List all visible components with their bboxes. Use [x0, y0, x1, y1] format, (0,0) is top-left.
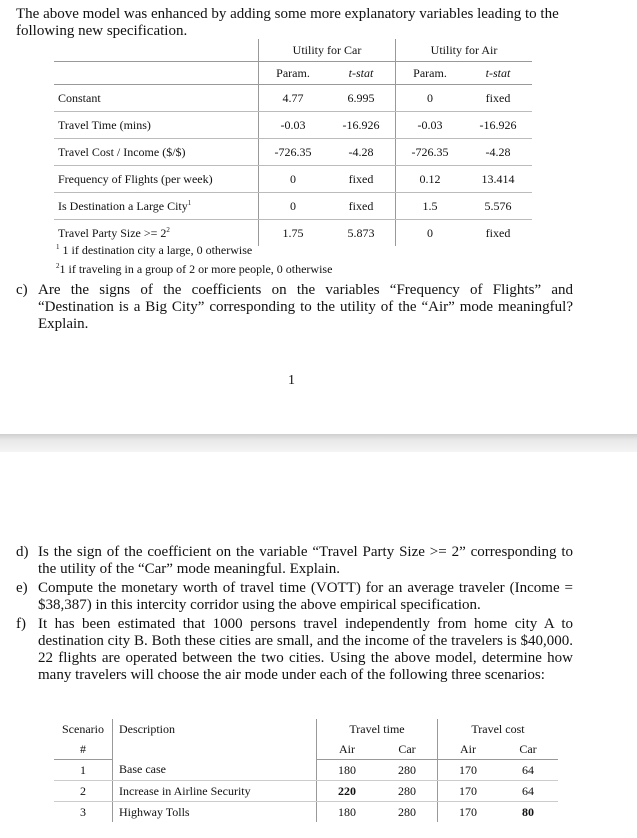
footnote-text: 1 if destination city a large, 0 otherwise [62, 243, 253, 257]
question-mark: c) [16, 282, 28, 298]
cost-car-header: Car [498, 739, 558, 760]
car-param-header: Param. [259, 62, 328, 85]
footnote-ref: 2 [166, 226, 170, 234]
air-param-cell: 0 [396, 85, 465, 112]
table-row [54, 760, 558, 781]
row-label: Travel Time (mins) [54, 112, 259, 139]
scenario-num: 1 [54, 760, 113, 781]
footnote-ref: 1 [187, 199, 192, 207]
question-text: It has been estimated that 1000 persons travel independently from home city A to destination city B. Both these cities are small, and the income of the travelers is $40,000. 22 flights are operated between the two cities. Using the above model, determine how many travelers will choose the air mode under each of the following three scenarios: [38, 616, 573, 683]
air-tstat-cell: -16.926 [464, 112, 532, 139]
car-param-cell: 1.75 [259, 220, 328, 247]
time-car-cell: 280 [377, 781, 438, 802]
table-row [54, 166, 532, 193]
car-tstat-cell: 6.995 [327, 85, 396, 112]
time-car-cell: 280 [398, 804, 416, 819]
air-tstat-cell: fixed [485, 226, 511, 240]
table-row [54, 802, 558, 823]
question-mark: e) [16, 580, 28, 596]
car-param-cell: -726.35 [259, 139, 328, 166]
scenario-num: 3 [80, 804, 86, 819]
cost-car-cell: 80 [522, 804, 534, 819]
row-label: Constant [54, 85, 259, 112]
question-d [16, 544, 573, 578]
scenario-desc: Increase in Airline Security [113, 781, 317, 802]
scenario-header: Scenario [62, 721, 104, 736]
car-tstat-header: t-stat [327, 62, 396, 85]
cost-air-cell: 170 [438, 781, 499, 802]
air-tstat-cell: fixed [464, 85, 532, 112]
scenario-table [54, 719, 558, 822]
time-air-cell: 220 [317, 781, 378, 802]
air-tstat-cell: -4.28 [464, 139, 532, 166]
scenario-desc: Highway Tolls [113, 802, 317, 823]
air-param-cell: 1.5 [396, 193, 465, 220]
footnote-mark: 2 [56, 262, 60, 270]
question-mark: d) [16, 544, 29, 560]
travel-time-header: Travel time [317, 719, 438, 739]
cost-air-cell: 170 [438, 760, 499, 781]
car-tstat-cell: fixed [327, 166, 396, 193]
table-row [54, 193, 532, 220]
table-row [54, 85, 532, 112]
question-text: Is the sign of the coefficient on the variable “Travel Party Size >= 2” corresponding to the utility of the “Car” mode meaningful. Explain. [38, 544, 573, 577]
car-tstat-cell: fixed [327, 193, 396, 220]
cost-air-cell: 170 [438, 802, 499, 823]
row-label: Travel Cost / Income ($/$) [54, 139, 259, 166]
car-param-cell: -0.03 [259, 112, 328, 139]
row-label: Frequency of Flights (per week) [54, 166, 259, 193]
car-param-cell: 0 [259, 193, 328, 220]
question-c [16, 282, 573, 333]
air-param-cell: 0 [396, 220, 465, 247]
air-tstat-header: t-stat [464, 62, 532, 85]
air-param-header: Param. [396, 62, 465, 85]
page-number: 1 [288, 373, 295, 388]
car-param-cell: 4.77 [259, 85, 328, 112]
question-e [16, 580, 573, 614]
row-label-cell [54, 193, 259, 220]
scenario-num: 2 [54, 781, 113, 802]
intro-paragraph: The above model was enhanced by adding some more explanatory variables leading to the following new specification. [16, 6, 559, 39]
air-param-cell: 0.12 [396, 166, 465, 193]
question-text: Are the signs of the coefficients on the variables “Frequency of Flights” and “Destination is a Big City” corresponding to the utility of the “Air” mode meaningful? Explain. [38, 282, 573, 332]
air-param-cell: -726.35 [396, 139, 465, 166]
time-car-cell: 280 [377, 760, 438, 781]
time-car-header: Car [377, 739, 438, 760]
footnote-text: 1 if traveling in a group of 2 or more people, 0 otherwise [59, 262, 333, 276]
page-separator [0, 434, 637, 452]
car-tstat-cell: 5.873 [347, 226, 375, 240]
description-header: Description [113, 719, 317, 760]
table-row [54, 112, 532, 139]
footnote-mark: 1 [56, 243, 60, 251]
cost-car-cell: 64 [498, 781, 558, 802]
question-mark: f) [16, 616, 26, 632]
time-air-cell: 180 [317, 760, 378, 781]
question-text: Compute the monetary worth of travel time (VOTT) for an average traveler (Income = $38,387) in this intercity corridor using the above empirical specification. [38, 580, 573, 613]
row-label: Travel Party Size >= 2 [58, 226, 167, 240]
page-2 [0, 452, 637, 838]
air-tstat-cell: 5.576 [464, 193, 532, 220]
question-f [16, 616, 573, 684]
air-utility-header: Utility for Air [396, 39, 533, 62]
table-row [54, 139, 532, 166]
footnote-1 [56, 243, 252, 257]
car-param-cell: 0 [259, 166, 328, 193]
travel-cost-header: Travel cost [438, 719, 559, 739]
row-label: Is Destination a Large City [58, 199, 188, 213]
scenario-desc: Base case [113, 760, 317, 781]
scenario-hash-header: # [54, 739, 113, 760]
time-air-header: Air [317, 739, 378, 760]
car-tstat-cell: -16.926 [327, 112, 396, 139]
cost-car-cell: 64 [498, 760, 558, 781]
table-row [54, 781, 558, 802]
time-air-cell: 180 [317, 802, 378, 823]
model-coefficients-table [54, 39, 532, 246]
air-param-cell: -0.03 [396, 112, 465, 139]
footnote-2 [56, 262, 332, 276]
cost-air-header: Air [438, 739, 499, 760]
car-tstat-cell: -4.28 [327, 139, 396, 166]
car-utility-header: Utility for Car [259, 39, 396, 62]
air-tstat-cell: 13.414 [464, 166, 532, 193]
